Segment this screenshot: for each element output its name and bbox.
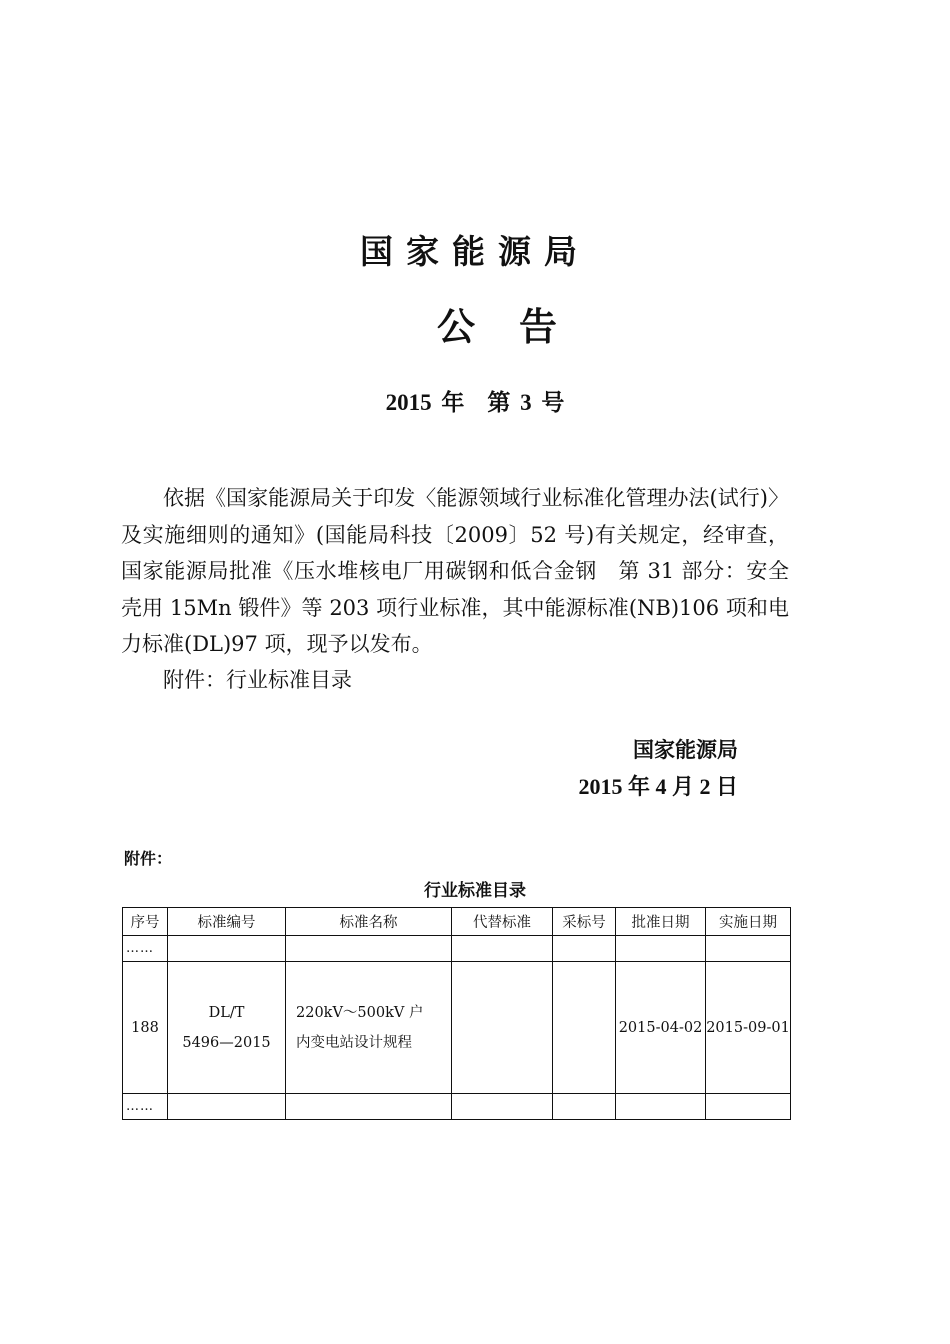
col-header-seq: 序号 [123, 908, 168, 936]
col-header-replaces: 代替标准 [452, 908, 553, 936]
table-header-row [123, 908, 791, 936]
cell-name-line2: 内变电站设计规程 [296, 1034, 412, 1051]
body-paragraph: 依据《国家能源局关于印发〈能源领域行业标准化管理办法(试行)〉及实施细则的通知》(国能局科技〔2009〕52 号)有关规定，经审查，国家能源局批准《压水堆核电厂用碳钢和低合金钢 第 31 部分：安全壳用 15Mn 锻件》等 203 项行业标准，其中能源标准(NB)106 项和电力标准(DL)97 项，现予以发布。 [121, 486, 789, 656]
cell-approved: 2015-04-02 [616, 962, 706, 1094]
cell-adopted [553, 962, 616, 1094]
cell-effective: 2015-09-01 [706, 962, 791, 1094]
cell-code-line2: 5496—2015 [182, 1034, 271, 1051]
document-kind: 公告 [436, 305, 601, 349]
ellipsis-cell: …… [123, 936, 168, 962]
cell-code-line1: DL/T [208, 1004, 245, 1021]
cell-code [168, 962, 286, 1094]
signature-date: 2015 年 4 月 2 日 [578, 774, 738, 799]
table-row [123, 1094, 791, 1120]
cell-name [286, 962, 452, 1094]
col-header-code: 标准编号 [168, 908, 286, 936]
table-row [123, 936, 791, 962]
col-header-name: 标准名称 [286, 908, 452, 936]
cell-seq: 188 [123, 962, 168, 1094]
col-header-adopted: 采标号 [553, 908, 616, 936]
col-header-approved: 批准日期 [616, 908, 706, 936]
issue-number: 2015 年 第 3 号 [385, 390, 565, 415]
col-header-effective: 实施日期 [706, 908, 791, 936]
attachment-label: 附件： [124, 849, 173, 868]
signature-org: 国家能源局 [633, 738, 738, 762]
table-title: 行业标准目录 [424, 881, 526, 901]
ellipsis-cell: …… [123, 1094, 168, 1120]
table-row [123, 962, 791, 1094]
cell-replaces [452, 962, 553, 1094]
attachment-reference: 附件：行业标准目录 [163, 668, 352, 692]
agency-title: 国家能源局 [360, 232, 590, 271]
cell-name-line1: 220kV～500kV 户 [296, 1004, 424, 1021]
standards-table [122, 907, 791, 1120]
